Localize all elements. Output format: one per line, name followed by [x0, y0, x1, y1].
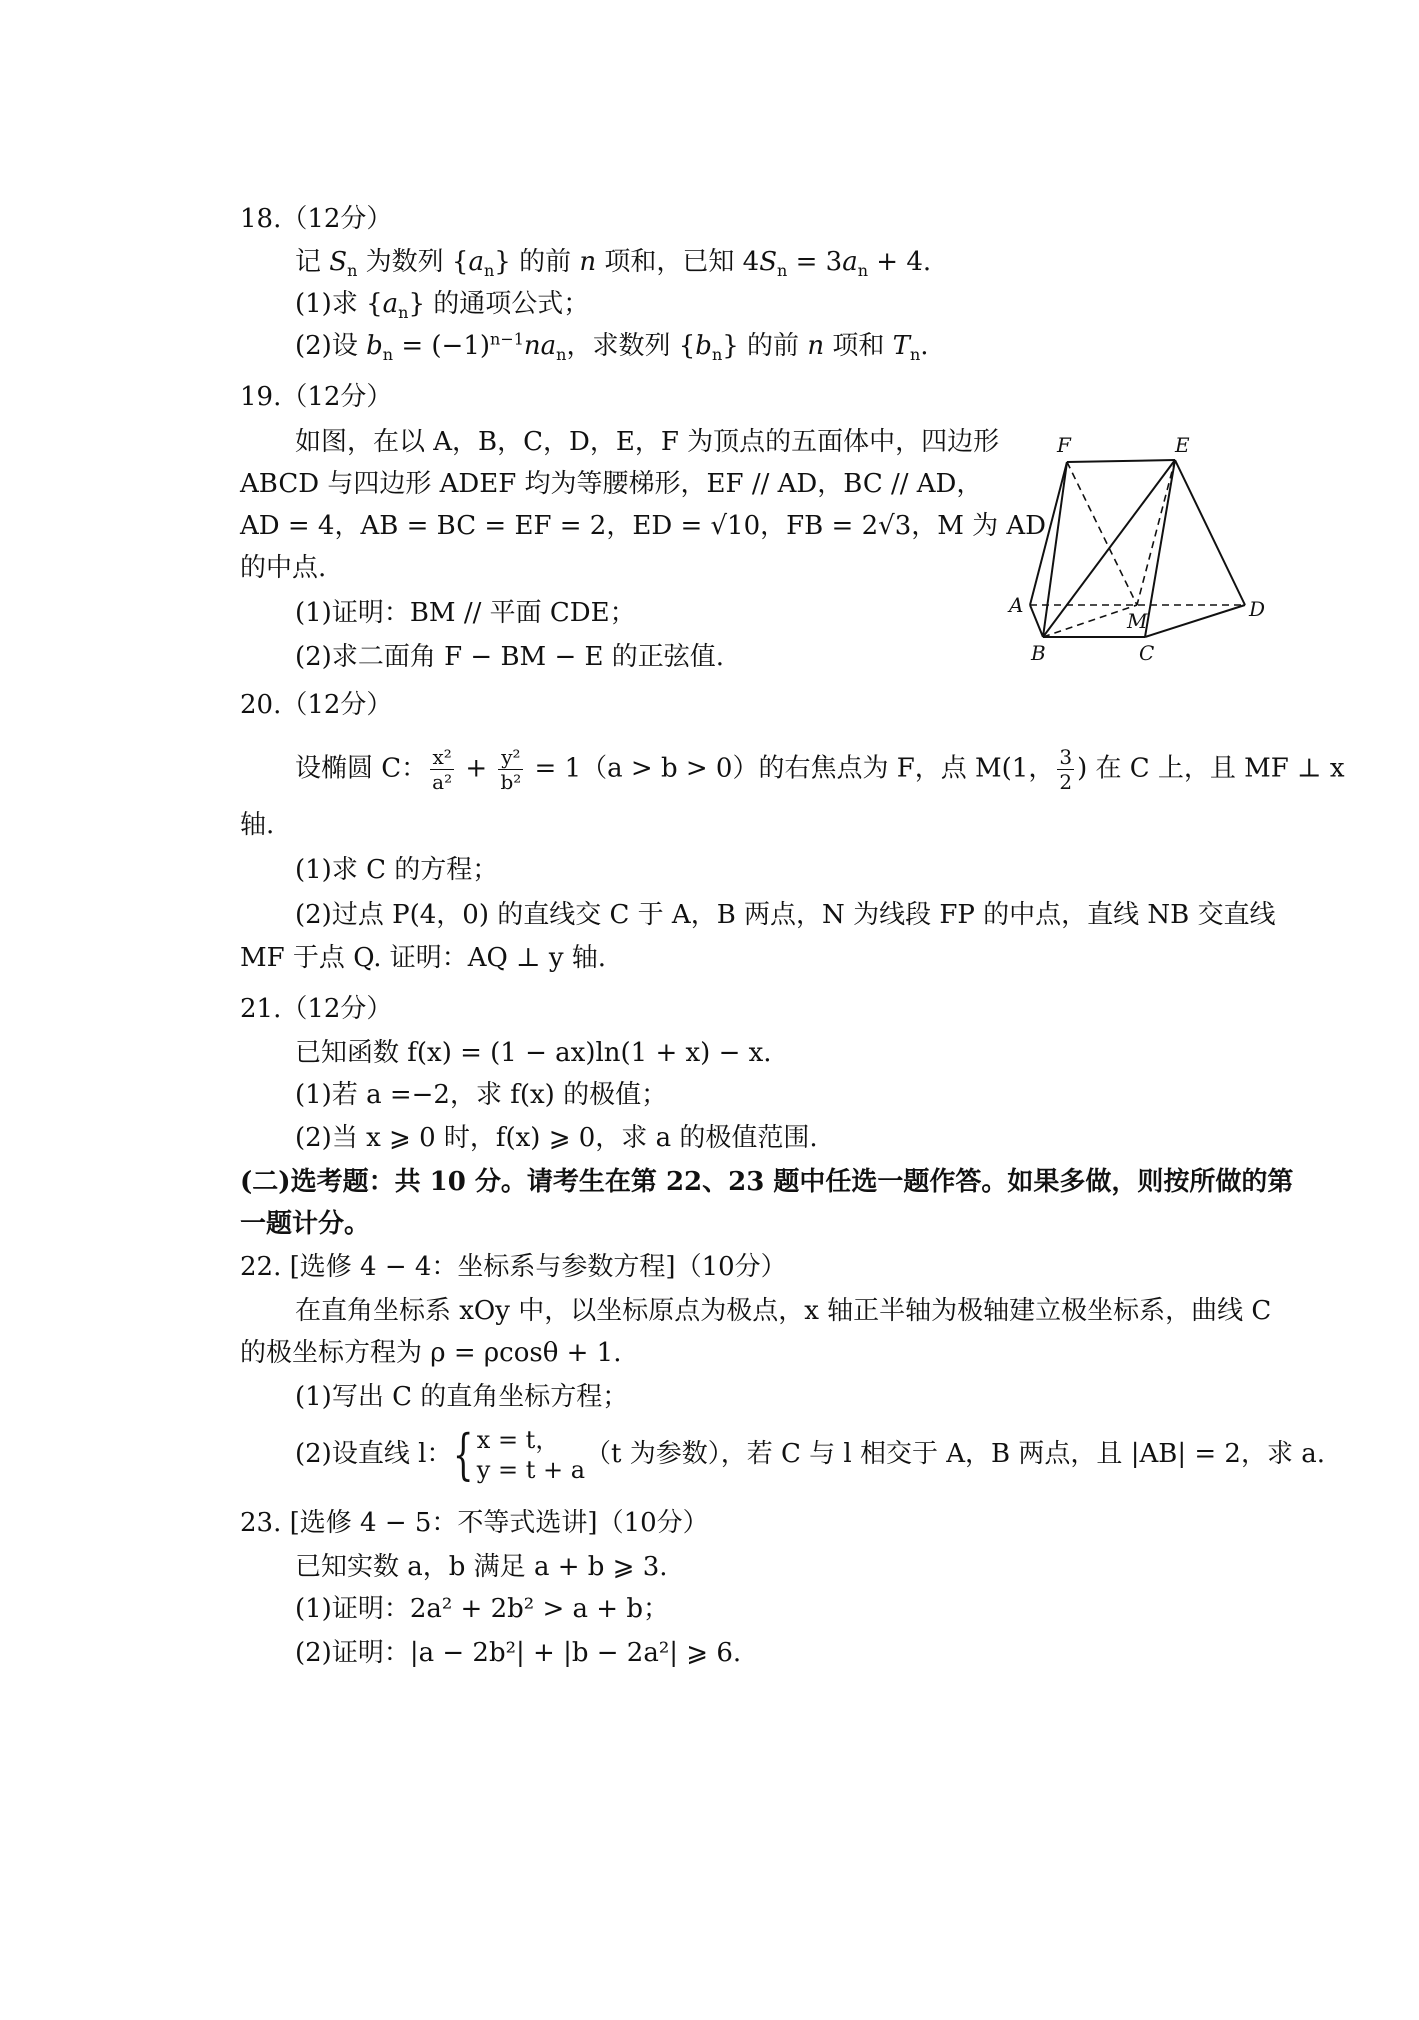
q19-part2: (2)求二面角 F − BM − E 的正弦值.: [295, 642, 725, 672]
q20-part1: (1)求 C 的方程；: [295, 855, 499, 885]
pentahedron-figure: [1005, 430, 1275, 675]
q21-header: 21.（12分）: [240, 994, 393, 1024]
label-A: A: [1009, 593, 1024, 617]
q22-part1: (1)写出 C 的直角坐标方程；: [295, 1382, 629, 1412]
label-D: D: [1249, 597, 1266, 621]
q21-part1: (1)若 a =−2，求 f(x) 的极值；: [295, 1080, 668, 1110]
label-E: E: [1175, 433, 1190, 457]
left-brace: {: [453, 1423, 474, 1486]
edge-EM: [1137, 460, 1175, 605]
label-B: B: [1031, 641, 1046, 665]
edge-EC: [1145, 460, 1175, 637]
fraction-3-2: $\frac{3}{2}$: [1059, 745, 1073, 794]
section2-instructions: (二)选考题：共 10 分。请考生在第 22、23 题中任选一题作答。如果多做，则按所做的第: [240, 1167, 1294, 1197]
q19-header: 19.（12分）: [240, 382, 393, 412]
q18-statement: 记 $S_n$ 为数列 $\{a_n\}$ 的前 n 项和，已知 $4S_n = 3a_n + 4$.: [295, 247, 932, 281]
q23-part2: (2)证明：|a − 2b²| + |b − 2a²| ⩾ 6.: [295, 1638, 742, 1668]
q19-line1: 如图，在以 A，B，C，D，E，F 为顶点的五面体中，四边形: [295, 427, 1000, 457]
q20-part2: (2)过点 P(4，0) 的直线交 C 于 A，B 两点，N 为线段 FP 的中点，直线 NB 交直线: [295, 900, 1276, 930]
label-F: F: [1057, 433, 1071, 457]
q19-part1: (1)证明：BM // 平面 CDE；: [295, 598, 636, 628]
edge-BM: [1043, 605, 1137, 637]
q23-header: 23. [选修 4 − 5：不等式选讲]（10分）: [240, 1508, 709, 1538]
label-M: M: [1127, 609, 1148, 633]
edge-ED: [1175, 460, 1245, 605]
q23-part1: (1)证明：2a² + 2b² > a + b；: [295, 1594, 669, 1624]
edge-FM: [1067, 462, 1137, 605]
q21-part2: (2)当 x ⩾ 0 时，f(x) ⩾ 0，求 a 的极值范围.: [295, 1123, 818, 1153]
q18-header: 18.（12分）: [240, 204, 393, 234]
pentahedron-diagram: [1005, 430, 1275, 675]
q19-line4: 的中点.: [240, 553, 327, 583]
fraction-y2-b2: $\frac{\text{y²}}{\text{b²}}$: [500, 745, 522, 794]
edge-AB: [1030, 605, 1043, 637]
q20-line2: 轴.: [240, 810, 275, 840]
parametric-system: x = t， y = t + a: [476, 1426, 586, 1484]
q20-header: 20.（12分）: [240, 690, 393, 720]
q19-line2: ABCD 与四边形 ADEF 均为等腰梯形，EF // AD，BC // AD，: [240, 469, 983, 499]
section2-instructions-cont: 一题计分。: [240, 1209, 371, 1239]
q18-part2: (2)设 $b_n = (-1)^{n-1}na_n$，求数列 $\{b_n\}$ 的前 n 项和 $T_n$.: [295, 329, 929, 365]
q22-header: 22. [选修 4 − 4：坐标系与参数方程]（10分）: [240, 1252, 787, 1282]
q19-line3: AD = 4，AB = BC = EF = 2，ED = √10，FB = 2√3，M 为 AD: [240, 511, 1047, 541]
q18-part1: (1)求 $\{a_n\}$ 的通项公式；: [295, 289, 590, 323]
q22-line1: 在直角坐标系 xOy 中，以坐标原点为极点，x 轴正半轴为极轴建立极坐标系，曲线 C: [295, 1296, 1272, 1326]
edge-FE: [1067, 460, 1175, 462]
q20-statement: 设椭圆 C： $\frac{\text{x²}}{\text{a²}}$ + $\frac{\text{y²}}{\text{b²}}$ = 1（a > b > 0）的右焦点为 F，点 M(1， $\frac{3}{2}$ ) 在 C 上，且 MF ⊥ x: [295, 745, 1345, 794]
q21-statement: 已知函数 f(x) = (1 − ax)ln(1 + x) − x.: [295, 1038, 772, 1068]
edge-FA: [1030, 462, 1067, 605]
fraction-x2-a2: $\frac{\text{x²}}{\text{a²}}$: [432, 745, 453, 794]
q23-statement: 已知实数 a，b 满足 a + b ⩾ 3.: [295, 1552, 668, 1582]
edge-CD: [1145, 605, 1245, 637]
q22-part2: (2)设直线 l：{ x = t， y = t + a （t 为参数），若 C 与 l 相交于 A，B 两点，且 |AB| = 2，求 a.: [295, 1423, 1325, 1486]
q22-line2: 的极坐标方程为 ρ = ρcosθ + 1.: [240, 1338, 622, 1368]
label-C: C: [1139, 641, 1155, 665]
q20-part2-cont: MF 于点 Q. 证明：AQ ⊥ y 轴.: [240, 943, 607, 973]
